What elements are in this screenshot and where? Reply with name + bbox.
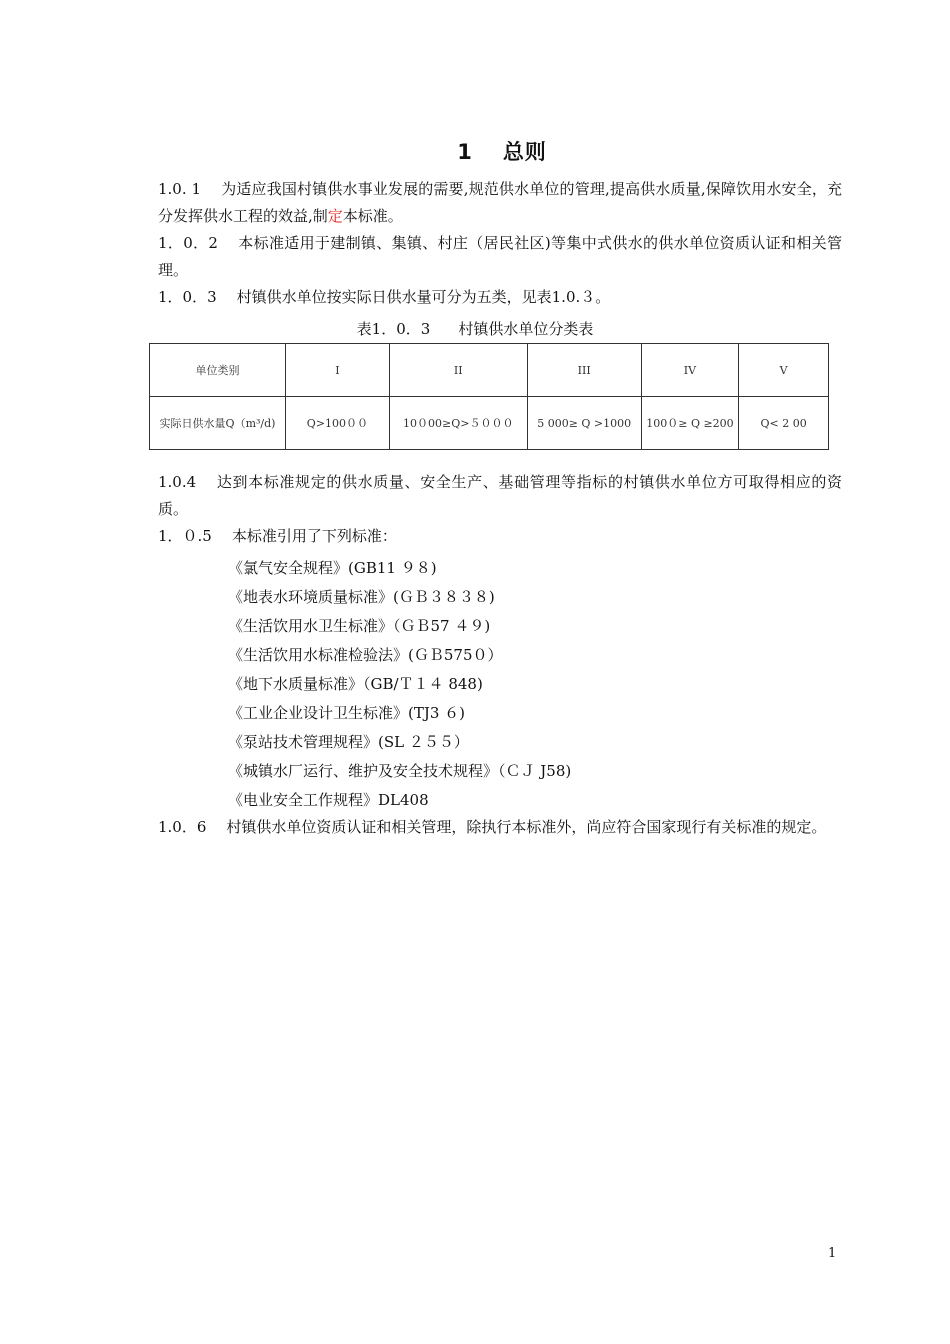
table-header-cell: I: [286, 344, 390, 397]
clause-1-0-1: [158, 176, 842, 230]
chapter-title: 总则: [502, 140, 547, 164]
clause-1-0-3: [158, 284, 842, 311]
referenced-standards-list: [228, 554, 571, 815]
list-item: 《生活饮用水标准检验法》(ＧＢ575０）: [228, 646, 503, 664]
clause-text: 达到本标准规定的供水质量、安全生产、基础管理等指标的村镇供水单位方可取得相应的资质。: [158, 473, 842, 518]
clause-text-end: 本标准。: [342, 207, 403, 225]
table-cell: 100０≥ Q ≥200: [641, 397, 739, 450]
clause-1-0-5: [158, 523, 842, 550]
clause-number: 1.0．6: [158, 818, 207, 836]
clause-number: 1．０.5: [158, 527, 212, 545]
table-header-cell: 单位类别: [150, 344, 286, 397]
clause-1-0-6: [158, 814, 842, 841]
table-header-cell: V: [739, 344, 829, 397]
clause-text: 村镇供水单位资质认证和相关管理，除执行本标准外，尚应符合国家现行有关标准的规定。: [226, 818, 827, 836]
clause-text: 本标准适用于建制镇、集镇、村庄（居民社区)等集中式供水的供水单位资质认证和相关管理。: [158, 234, 842, 279]
list-item: 《泵站技术管理规程》(SL ２５５）: [228, 733, 469, 751]
table-cell: Q< 2 00: [739, 397, 829, 450]
table-header-cell: IV: [641, 344, 739, 397]
list-item: 《电业安全工作规程》DL408: [228, 791, 429, 809]
table-caption-title: 村镇供水单位分类表: [458, 320, 594, 338]
chapter-heading: [0, 136, 950, 166]
page-number: 1: [828, 1246, 837, 1261]
clause-1-0-4: [158, 469, 842, 523]
list-item: 《工业企业设计卫生标准》(TJ3 ６): [228, 704, 466, 722]
list-item: 《生活饮用水卫生标准》（ＧＢ57 ４９): [228, 617, 491, 635]
clause-text: 村镇供水单位按实际日供水量可分为五类，见表1.0.３。: [236, 288, 611, 306]
list-item: 《城镇水厂运行、维护及安全技术规程》（ＣＪ J58): [228, 762, 572, 780]
classification-table: [149, 343, 829, 450]
list-item: 《地表水环境质量标准》(ＧＢ３８３８): [228, 588, 495, 606]
table-cell: 10０00≥Q>５０００: [389, 397, 527, 450]
table-cell: 5 000≥ Q >1000: [527, 397, 641, 450]
clause-number: 1．0．3: [158, 288, 217, 306]
table-header-row: [150, 344, 829, 397]
chapter-number: 1: [457, 140, 473, 164]
clause-1-0-2: [158, 230, 842, 284]
table-cell: Q>100００: [286, 397, 390, 450]
table-header-cell: III: [527, 344, 641, 397]
clause-text: 本标准引用了下列标准：: [231, 527, 397, 545]
clause-number: 1.0. 1: [158, 180, 202, 198]
table-header-cell: II: [389, 344, 527, 397]
highlighted-char: 定: [327, 207, 343, 225]
list-item: 《地下水质量标准》（GB/Ｔ１４ 848): [228, 675, 483, 693]
table-caption-number: 表1．0．3: [356, 320, 431, 338]
clause-text: 为适应我国村镇供水事业发展的需要,规范供水单位的管理,提高供水质量,保障饮用水安全，充分发挥供水工程的效益,制: [158, 180, 842, 225]
table-row: [150, 397, 829, 450]
clause-number: 1．0．2: [158, 234, 218, 252]
table-caption: [0, 318, 950, 339]
list-item: 《氯气安全规程》(GB11 ９８): [228, 559, 437, 577]
table-row-label: 实际日供水量Q（m³/d): [150, 397, 286, 450]
clause-number: 1.0.4: [158, 473, 197, 491]
